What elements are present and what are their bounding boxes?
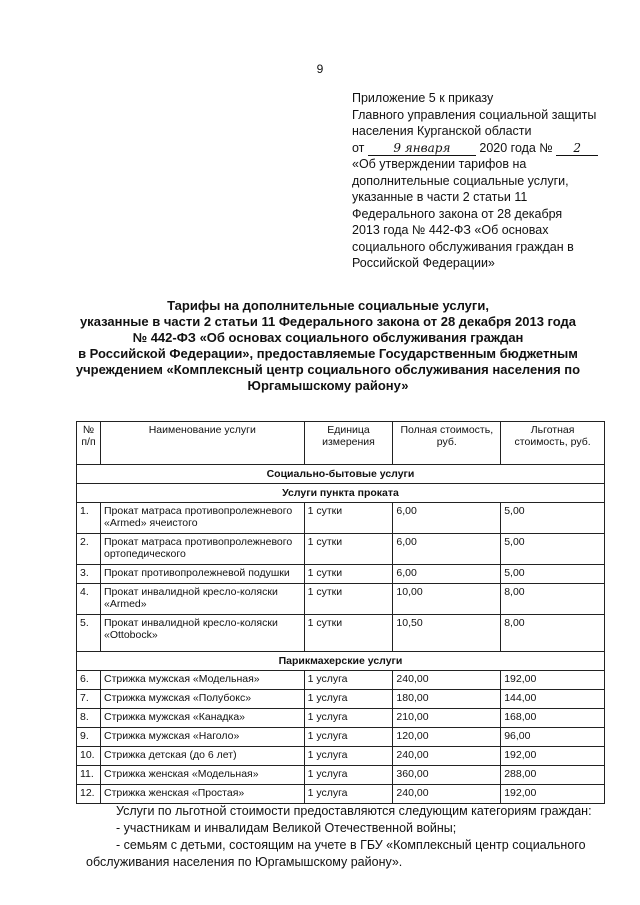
cell-unit: 1 услуга — [304, 785, 393, 804]
table-row — [77, 565, 605, 584]
title-line: учреждением «Комплексный центр социального обслуживания населения по — [75, 362, 581, 377]
header-full-price: Полная стоимость, руб. — [393, 422, 501, 465]
table-row — [77, 766, 605, 785]
table-row — [77, 728, 605, 747]
appendix-line: населения Курганской области — [352, 124, 532, 138]
cell-name: Прокат матраса противопролежневого «Armed» ячеистого — [100, 503, 304, 534]
table-row — [77, 534, 605, 565]
title-line: в Российской Федерации», предоставляемые Государственным бюджетным — [78, 346, 578, 361]
cell-full: 180,00 — [393, 690, 501, 709]
header-discount-price: Льготная стоимость, руб. — [501, 422, 605, 465]
cell-num: 9. — [77, 728, 101, 747]
handwritten-date: 9 января — [368, 141, 476, 156]
cell-name: Стрижка мужская «Модельная» — [100, 671, 304, 690]
cell-discount: 144,00 — [501, 690, 605, 709]
notes-item: - участникам и инвалидам Великой Отечественной войны; — [116, 821, 457, 835]
header-num: № п/п — [77, 422, 101, 465]
cell-discount: 192,00 — [501, 785, 605, 804]
cell-full: 240,00 — [393, 747, 501, 766]
cell-num: 2. — [77, 534, 101, 565]
cell-num: 3. — [77, 565, 101, 584]
cell-name: Стрижка женская «Простая» — [100, 785, 304, 804]
cell-name: Прокат матраса противопролежневого ортопедического — [100, 534, 304, 565]
cell-unit: 1 услуга — [304, 709, 393, 728]
cell-unit: 1 услуга — [304, 671, 393, 690]
cell-discount: 8,00 — [501, 615, 605, 652]
cell-discount: 192,00 — [501, 671, 605, 690]
cell-full: 10,00 — [393, 584, 501, 615]
appendix-block — [352, 90, 622, 272]
appendix-line: дополнительные социальные услуги, — [352, 173, 569, 188]
cell-name: Стрижка детская (до 6 лет) — [100, 747, 304, 766]
table-row — [77, 584, 605, 615]
appendix-line: Российской Федерации» — [352, 256, 495, 270]
cell-unit: 1 сутки — [304, 565, 393, 584]
cell-name: Стрижка женская «Модельная» — [100, 766, 304, 785]
section-subheading: Услуги пункта проката — [77, 484, 605, 503]
cell-name: Прокат инвалидной кресло-коляски «Ottobock» — [100, 615, 304, 652]
cell-discount: 5,00 — [501, 534, 605, 565]
cell-full: 10,50 — [393, 615, 501, 652]
cell-discount: 96,00 — [501, 728, 605, 747]
cell-name: Прокат противопролежневой подушки — [100, 565, 304, 584]
cell-full: 120,00 — [393, 728, 501, 747]
cell-num: 8. — [77, 709, 101, 728]
table-row — [77, 690, 605, 709]
cell-num: 7. — [77, 690, 101, 709]
cell-unit: 1 сутки — [304, 534, 393, 565]
cell-unit: 1 сутки — [304, 615, 393, 652]
cell-name: Стрижка мужская «Полубокс» — [100, 690, 304, 709]
cell-full: 240,00 — [393, 671, 501, 690]
appendix-line: указанные в части 2 статьи 11 — [352, 190, 528, 204]
cell-num: 6. — [77, 671, 101, 690]
cell-discount: 5,00 — [501, 503, 605, 534]
cell-unit: 1 услуга — [304, 747, 393, 766]
cell-name: Прокат инвалидной кресло-коляски «Armed» — [100, 584, 304, 615]
cell-num: 10. — [77, 747, 101, 766]
title-line: указанные в части 2 статьи 11 Федерального закона от 28 декабря 2013 года — [79, 314, 577, 329]
cell-name: Стрижка мужская «Наголо» — [100, 728, 304, 747]
cell-discount: 168,00 — [501, 709, 605, 728]
cell-full: 6,00 — [393, 565, 501, 584]
page-number: 9 — [316, 62, 324, 76]
notes-item: - семьям с детьми, состоящим на учете в ГБУ «Комплексный центр социального обслуживания населения по Юргамышскому району». — [86, 838, 586, 869]
table-row — [77, 615, 605, 652]
cell-num: 5. — [77, 615, 101, 652]
cell-discount: 192,00 — [501, 747, 605, 766]
cell-full: 6,00 — [393, 503, 501, 534]
cell-full: 6,00 — [393, 534, 501, 565]
table-row — [77, 747, 605, 766]
cell-unit: 1 услуга — [304, 728, 393, 747]
section-heading: Социально-бытовые услуги — [77, 465, 605, 484]
cell-unit: 1 сутки — [304, 584, 393, 615]
date-year: 2020 года № — [479, 140, 553, 155]
date-prefix: от — [352, 140, 365, 155]
notes-intro: Услуги по льготной стоимости предоставляются следующим категориям граждан: — [116, 804, 592, 818]
appendix-date-line — [352, 140, 622, 157]
cell-discount: 5,00 — [501, 565, 605, 584]
header-unit: Единица измерения — [304, 422, 393, 465]
cell-name: Стрижка мужская «Канадка» — [100, 709, 304, 728]
title-line: Юргамышскому району» — [247, 378, 409, 393]
table-row — [77, 503, 605, 534]
appendix-line: социального обслуживания граждан в — [352, 239, 574, 254]
title-line: № 442-ФЗ «Об основах социального обслуживания граждан — [132, 330, 524, 345]
appendix-line: Приложение 5 к приказу — [352, 91, 494, 105]
section-subheading: Парикмахерские услуги — [77, 652, 605, 671]
tariff-table — [76, 421, 605, 804]
handwritten-number: 2 — [556, 141, 598, 156]
header-name: Наименование услуги — [100, 422, 304, 465]
table-row — [77, 785, 605, 804]
title-line: Тарифы на дополнительные социальные услуги, — [167, 298, 489, 313]
cell-num: 1. — [77, 503, 101, 534]
appendix-line: 2013 года № 442-ФЗ «Об основах — [352, 223, 549, 237]
table-row — [77, 709, 605, 728]
cell-unit: 1 услуга — [304, 690, 393, 709]
cell-full: 240,00 — [393, 785, 501, 804]
cell-discount: 288,00 — [501, 766, 605, 785]
cell-unit: 1 услуга — [304, 766, 393, 785]
cell-num: 11. — [77, 766, 101, 785]
appendix-line: Федерального закона от 28 декабря — [352, 206, 563, 221]
table-row — [77, 671, 605, 690]
cell-num: 12. — [77, 785, 101, 804]
notes-block — [86, 803, 618, 871]
cell-discount: 8,00 — [501, 584, 605, 615]
appendix-line: Главного управления социальной защиты — [352, 107, 597, 122]
cell-full: 210,00 — [393, 709, 501, 728]
document-title — [60, 298, 596, 394]
appendix-line: «Об утверждении тарифов на — [352, 157, 527, 171]
cell-num: 4. — [77, 584, 101, 615]
cell-full: 360,00 — [393, 766, 501, 785]
cell-unit: 1 сутки — [304, 503, 393, 534]
